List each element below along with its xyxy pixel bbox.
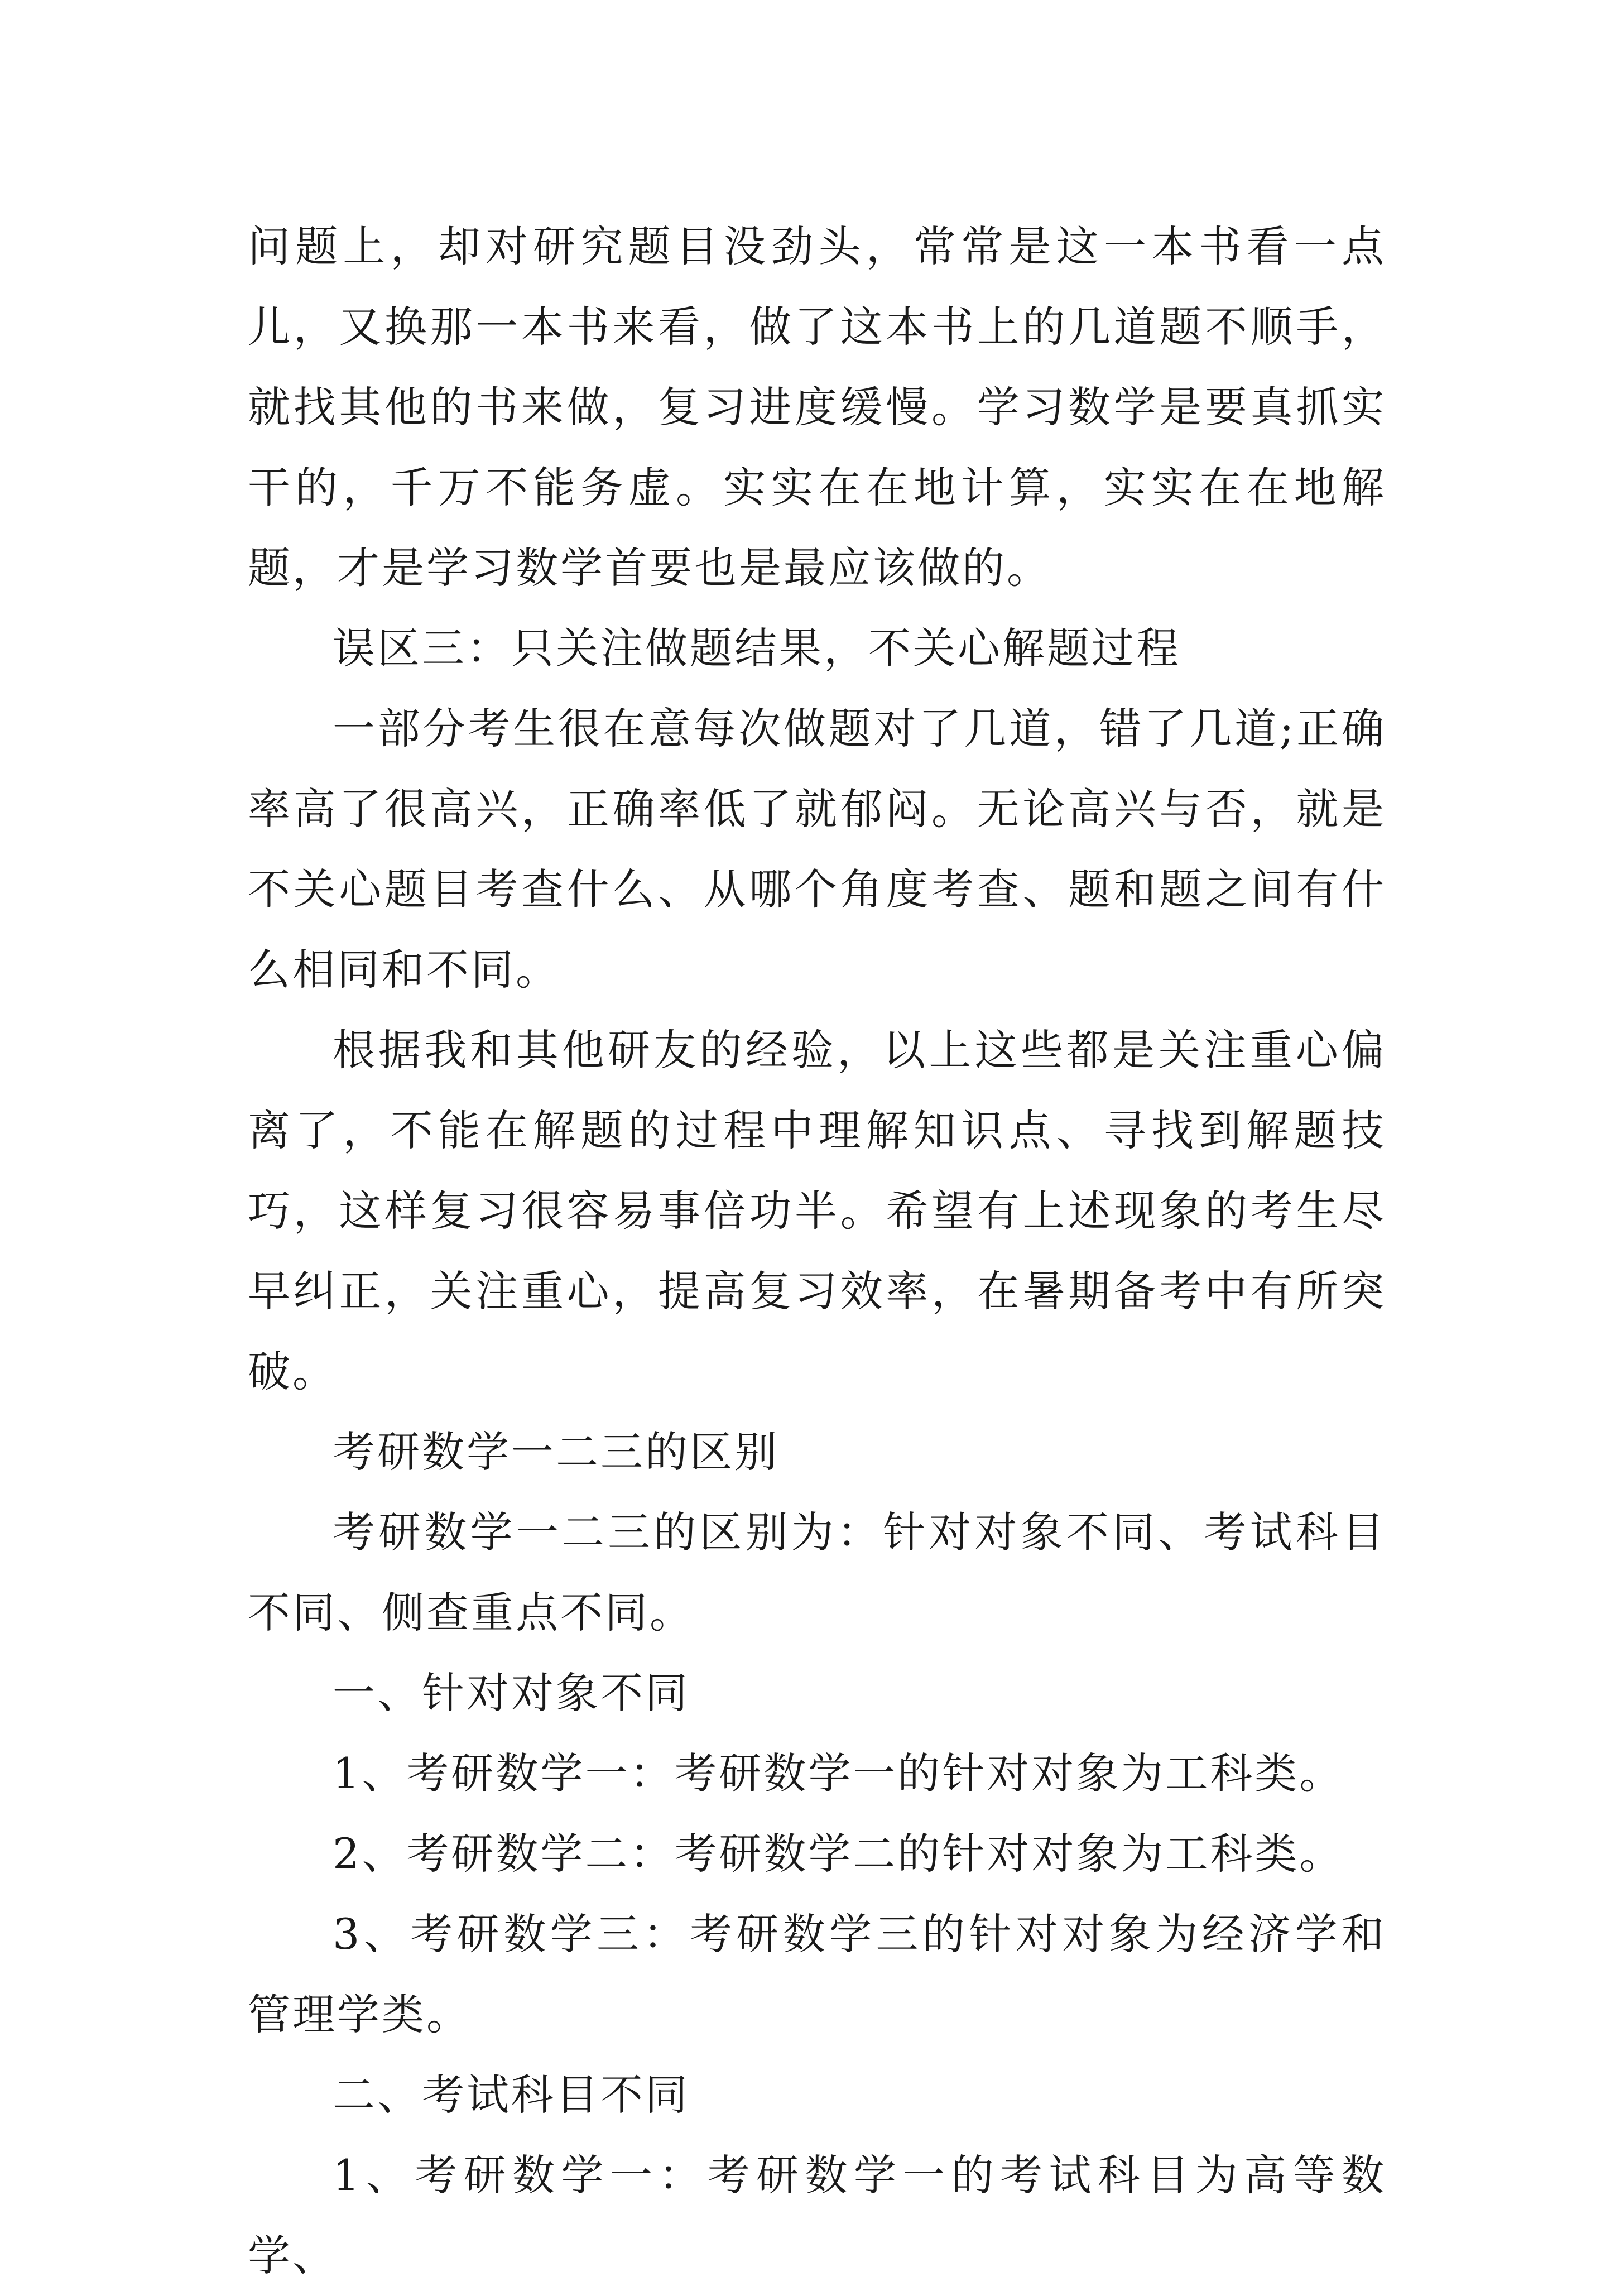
heading-misconception-three: 误区三：只关注做题结果，不关心解题过程 xyxy=(333,623,1181,673)
list-item-math-one-audience: 1、考研数学一：考研数学一的针对对象为工科类。 xyxy=(333,1749,1344,1798)
paragraph-focus-on-results: 一部分考生很在意每次做题对了几道，错了几道;正确率高了很高兴，正确率低了就郁闷。无论高兴与否，就是不关心题目考查什么、从哪个角度考查、题和题之间有什么相同和不同。 xyxy=(248,704,1386,995)
paragraph-continuation: 问题上，却对研究题目没劲头，常常是这一本书看一点儿，又换那一本书来看，做了这本书上的几道题不顺手，就找其他的书来做，复习进度缓慢。学习数学是要真抓实干的，千万不能务虚。实实在在地计算，实实在在地解题，才是学习数学首要也是最应该做的。 xyxy=(248,222,1386,593)
list-item-math-two-audience: 2、考研数学二：考研数学二的针对对象为工科类。 xyxy=(333,1829,1344,1879)
list-item-math-one-subjects: 1、考研数学一：考研数学一的考试科目为高等数学、 xyxy=(248,2150,1386,2280)
document-body xyxy=(248,206,1386,2296)
heading-target-audience: 一、针对对象不同 xyxy=(333,1668,690,1718)
list-item-math-three-audience: 3、考研数学三：考研数学三的针对对象为经济学和管理学类。 xyxy=(248,1909,1386,2039)
heading-math-differences: 考研数学一二三的区别 xyxy=(333,1427,779,1477)
paragraph-differences-overview: 考研数学一二三的区别为：针对对象不同、考试科目不同、侧查重点不同。 xyxy=(248,1507,1386,1637)
paragraph-experience-summary: 根据我和其他研友的经验，以上这些都是关注重心偏离了，不能在解题的过程中理解知识点、寻找到解题技巧，这样复习很容易事倍功半。希望有上述现象的考生尽早纠正，关注重心，提高复习效率，在暑期备考中有所突破。 xyxy=(248,1025,1386,1396)
heading-exam-subjects: 二、考试科目不同 xyxy=(333,2070,690,2120)
